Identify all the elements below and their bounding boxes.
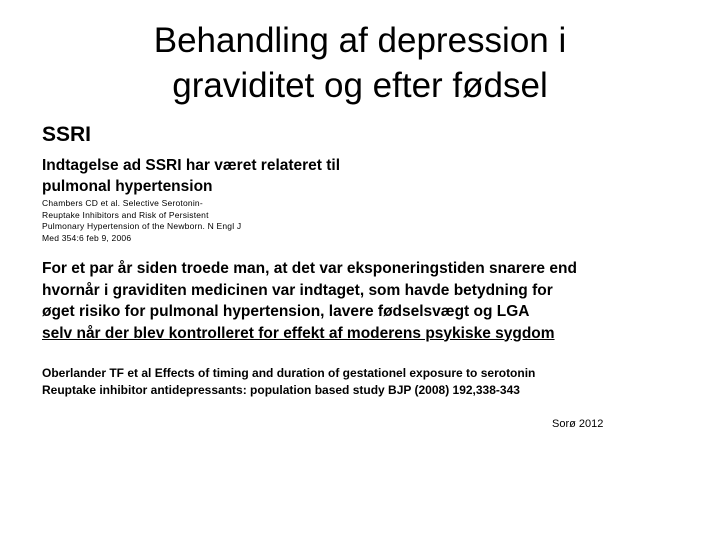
finding-paragraph	[42, 258, 702, 344]
finding-line-1: For et par år siden troede man, at det var eksponeringstiden snarere end	[42, 260, 577, 277]
statement-line-1: Indtagelse ad SSRI har været relateret til	[42, 157, 341, 174]
oberlander-reference-line-1: Oberlander TF et al Effects of timing and duration of gestationel exposure to serotonin	[42, 366, 536, 380]
section-heading: SSRI	[42, 123, 92, 146]
chambers-reference-line-2: Reuptake Inhibitors and Risk of Persistent	[42, 209, 209, 220]
oberlander-reference	[42, 365, 682, 399]
chambers-reference-line-4: Med 354:6 feb 9, 2006	[42, 232, 132, 243]
chambers-reference-line-1: Chambers CD et al. Selective Serotonin-	[42, 198, 203, 208]
finding-line-4: selv når der blev kontrolleret for effekt af moderens psykiske sygdom	[42, 324, 555, 342]
finding-line-2: hvornår i graviditen medicinen var indtaget, som havde betydning for	[42, 281, 553, 299]
title-line-2: graviditet og efter fødsel	[172, 66, 548, 105]
ssri-statement	[42, 155, 522, 197]
finding-line-3: øget risiko for pulmonal hypertension, lavere fødselsvægt og LGA	[42, 303, 530, 320]
chambers-reference-line-3: Pulmonary Hypertension of the Newborn. N Engl J	[42, 221, 242, 231]
footer-location-year: Sorø 2012	[552, 418, 604, 430]
slide-title	[100, 18, 620, 108]
title-line-1: Behandling af depression i	[153, 21, 567, 60]
chambers-reference	[42, 198, 342, 244]
oberlander-reference-line-2: Reuptake inhibitor antidepressants: population based study BJP (2008) 192,338-343	[42, 383, 520, 397]
statement-line-2: pulmonal hypertension	[42, 178, 213, 195]
